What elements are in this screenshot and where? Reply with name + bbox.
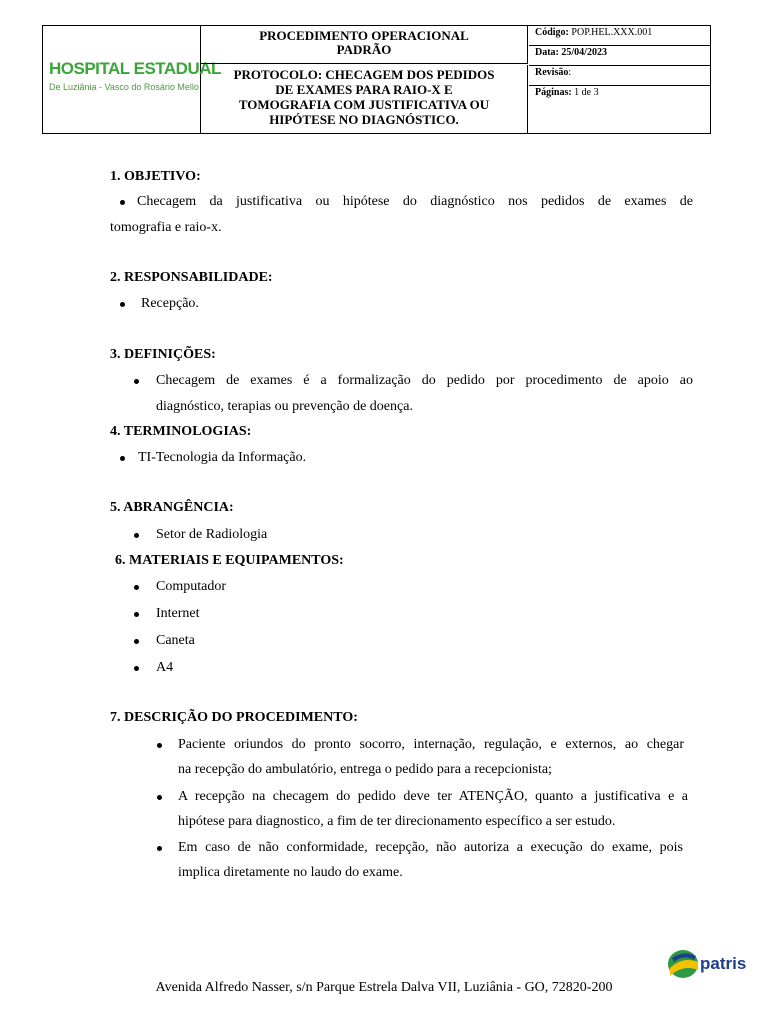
logo-subtitle: De Luziânia - Vasco do Rosário Mello (49, 82, 199, 92)
footer-address: Avenida Alfredo Nasser, s/n Parque Estrela Dalva VII, Luziânia - GO, 72820-200 (155, 980, 613, 995)
bullet-icon (157, 846, 162, 851)
bullet-icon (157, 743, 162, 748)
logo-title: HOSPITAL ESTADUAL (49, 59, 221, 78)
patris-brand-name: patris (700, 954, 747, 973)
section-descricao-title: 7. DESCRIÇÃO DO PROCEDIMENTO: (110, 710, 358, 725)
section-abrangencia-title: 5. ABRANGÊNCIA: (110, 500, 234, 515)
bullet-icon (134, 379, 139, 384)
document-type-line1: PROCEDIMENTO OPERACIONAL (259, 28, 469, 43)
document-header (42, 25, 711, 134)
section-responsabilidade-title: 2. RESPONSABILIDADE: (110, 270, 273, 285)
bullet-icon (120, 456, 125, 461)
protocol-title-cell (201, 65, 528, 133)
section-materiais-title: 6. MATERIAIS E EQUIPAMENTOS: (115, 553, 344, 568)
definicoes-line2: diagnóstico, terapias ou prevenção de doença. (156, 399, 413, 414)
descricao-b1-line2: na recepção do ambulatório, entrega o pedido para a recepcionista; (178, 762, 552, 777)
descricao-b3-line1: Em caso de não conformidade, recepção, não autoriza a execução do exame, pois (178, 840, 683, 855)
pages-cell (529, 86, 710, 106)
abrangencia-item: Setor de Radiologia (156, 527, 268, 542)
descricao-b2-line2: hipótese para diagnostico, a fim de ter direcionamento específico a ser estudo. (178, 814, 616, 829)
code-value: POP.HEL.XXX.001 (571, 27, 653, 38)
code-label: Código: (535, 27, 569, 38)
hospital-logo (43, 26, 221, 133)
date-value: 25/04/2023 (561, 47, 607, 58)
code-cell (529, 26, 710, 46)
materiais-item: A4 (156, 660, 174, 675)
date-cell (529, 46, 710, 66)
revision-value: : (568, 67, 572, 78)
document-type-line2: PADRÃO (336, 42, 392, 57)
bullet-icon (134, 612, 139, 617)
date-label: Data: (535, 47, 559, 58)
section-objetivo-title: 1. OBJETIVO: (110, 169, 201, 184)
responsabilidade-item: Recepção. (141, 296, 199, 311)
revision-cell (529, 66, 710, 86)
descricao-b1-line1: Paciente oriundos do pronto socorro, internação, regulação, e externos, ao chegar (178, 737, 684, 752)
protocol-line2: DE EXAMES PARA RAIO-X E (275, 82, 453, 97)
objetivo-line1: Checagem da justificativa ou hipótese do diagnóstico nos pedidos de exames de (137, 194, 693, 209)
section-definicoes-title: 3. DEFINIÇÕES: (110, 347, 216, 362)
protocol-line3: TOMOGRAFIA COM JUSTIFICATIVA OU (238, 97, 490, 112)
revision-label: Revisão (535, 67, 569, 78)
section-terminologias-title: 4. TERMINOLOGIAS: (110, 424, 252, 439)
terminologias-item: TI-Tecnologia da Informação. (138, 450, 307, 465)
pages-label: Páginas: (535, 87, 572, 98)
definicoes-line1: Checagem de exames é a formalização do pedido por procedimento de apoio ao (156, 373, 693, 388)
descricao-b3-line2: implica diretamente no laudo do exame. (178, 865, 403, 880)
bullet-icon (134, 533, 139, 538)
materiais-item: Internet (156, 606, 200, 621)
document-type-cell (201, 26, 528, 64)
bullet-icon (134, 666, 139, 671)
pages-value: 1 de 3 (574, 87, 599, 98)
bullet-icon (134, 639, 139, 644)
protocol-line1: PROTOCOLO: CHECAGEM DOS PEDIDOS (233, 67, 495, 82)
bullet-icon (120, 200, 125, 205)
bullet-icon (134, 585, 139, 590)
materiais-item: Computador (156, 579, 226, 594)
bullet-icon (157, 795, 162, 800)
materiais-item: Caneta (156, 633, 195, 648)
bullet-icon (120, 302, 125, 307)
objetivo-line2: tomografia e raio-x. (110, 220, 222, 235)
protocol-line4: HIPÓTESE NO DIAGNÓSTICO. (269, 112, 459, 127)
descricao-b2-line1: A recepção na checagem do pedido deve ter ATENÇÃO, quanto a justificativa e a (178, 789, 688, 804)
